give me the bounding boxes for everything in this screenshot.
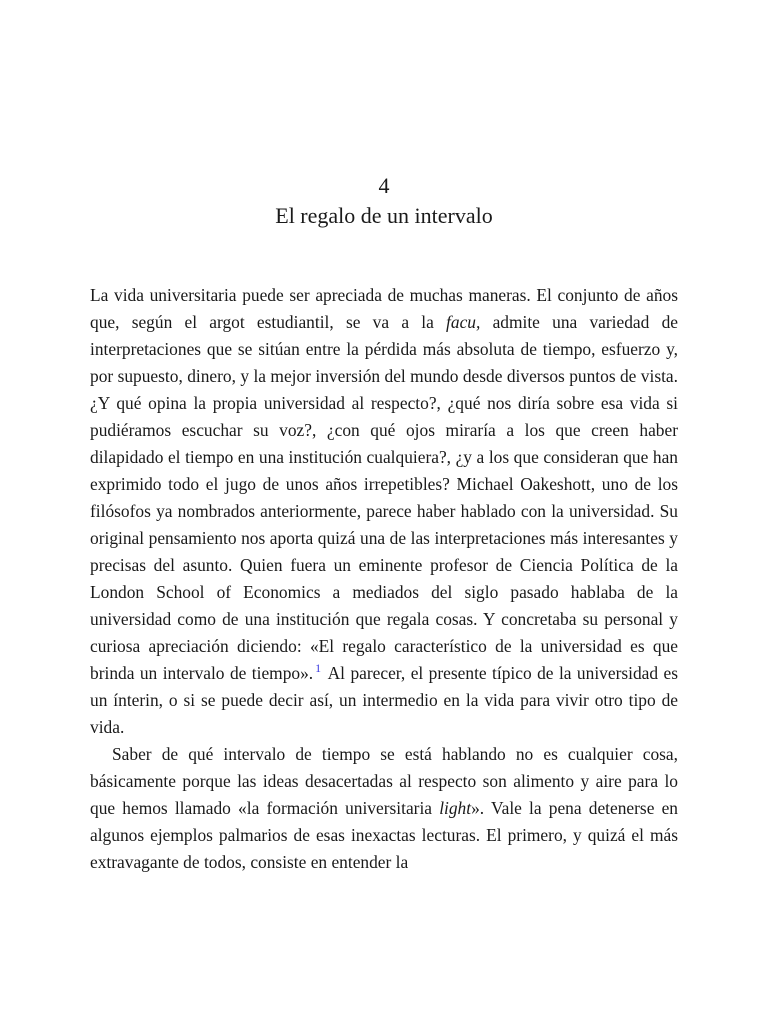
italic-term-facu: facu, (446, 312, 481, 332)
paragraph-1-text-b: admite una variedad de interpretaciones que se sitúan entre la pérdida más absoluta de tiempo, esfuerzo y, por supuesto, dinero, y la mejor inversión del mundo desde diversos puntos de vista. ¿Y qué opina la propia universidad al respecto?, ¿qué nos diría sobre esa vida si pudiéramos escuchar su voz?, ¿con qué ojos miraría a los que creen haber dilapidado el tiempo en una institución cualquiera?, ¿y a los que consideran que han exprimido todo el jugo de unos años irrepetibles? Michael Oakeshott, uno de los filósofos ya nombrados anteriormente, parece haber hablado con la universidad. Su original pensamiento nos aporta quizá una de las interpretaciones más interesantes y precisas del asunto. Quien fuera un eminente profesor de Ciencia Política de la London School of Economics a mediados del siglo pasado hablaba de la universidad como de una institución que regala cosas. Y concretaba su personal y curiosa apreciación diciendo: «El regalo característico de la universidad es que brinda un intervalo de tiempo». (90, 312, 678, 683)
paragraph-2-text-b: ». Vale la pena detenerse en algunos ejemplos palmarios de esas inexactas lecturas. El primero, y quizá el más extravagante de todos, consiste en entender la (90, 798, 678, 872)
chapter-title: El regalo de un intervalo (275, 203, 493, 228)
paragraph-1 (90, 282, 678, 741)
chapter-body (90, 282, 678, 876)
italic-term-light: light (439, 798, 472, 818)
paragraph-2 (90, 741, 678, 876)
paragraph-1-text-c: Al parecer, el presente típico de la universidad es un ínterin, o si se puede decir así, un intermedio en la vida para vivir otro tipo de vida. (90, 663, 678, 737)
footnote-link-1[interactable]: 1 (315, 661, 322, 675)
chapter-number: 4 (378, 173, 390, 198)
paragraph-1-text-a: La vida universitaria puede ser apreciada de muchas maneras. El conjunto de años que, según el argot estudiantil, se va a la (90, 285, 678, 332)
paragraph-2-text-a: Saber de qué intervalo de tiempo se está hablando no es cualquier cosa, básicamente porque las ideas desacertadas al respecto son alimento y aire para lo que hemos llamado «la formación universitaria (90, 744, 678, 818)
